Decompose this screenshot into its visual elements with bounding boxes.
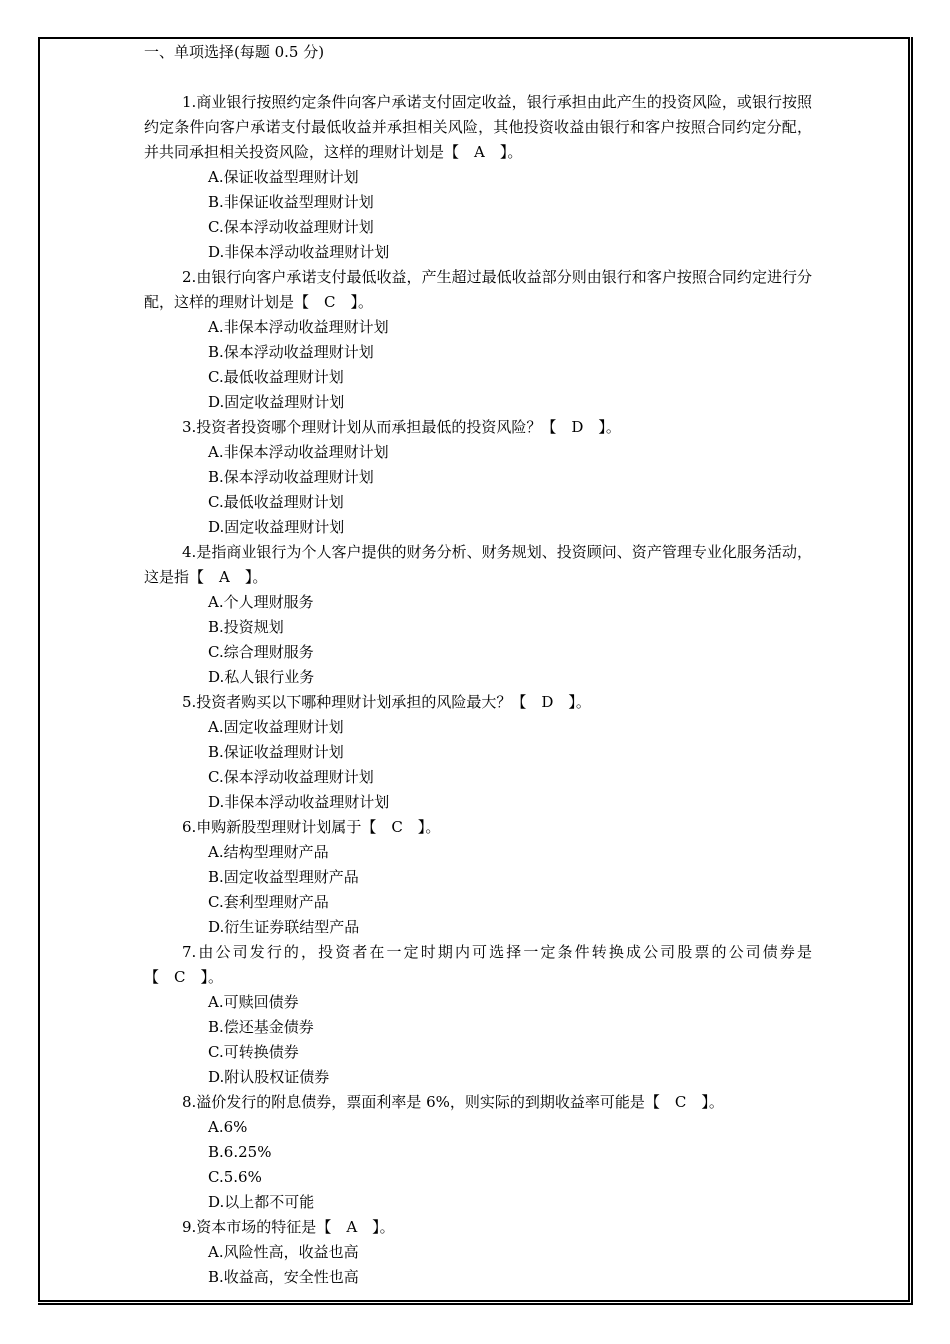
question-tail: 。 — [207, 968, 223, 986]
question-text: 2.由银行向客户承诺支付最低收益，产生超过最低收益部分则由银行和客户按照合同约定进行分配，这样的理财计划是 — [144, 268, 812, 311]
question-stem — [144, 265, 812, 315]
question-stem — [144, 1215, 812, 1240]
page-border-shadow-bottom — [38, 1303, 913, 1305]
question-block — [144, 815, 812, 940]
answer-option: D.私人银行业务 — [208, 668, 315, 686]
answer-bracket: 【 A 】 — [444, 143, 508, 161]
answer-option: A.非保本浮动收益理财计划 — [208, 318, 389, 336]
answer-option: C.保本浮动收益理财计划 — [208, 768, 374, 786]
question-stem — [144, 90, 812, 165]
question-text: 4.是指商业银行为个人客户提供的财务分析、财务规划、投资顾问、资产管理专业化服务活动，这是指 — [144, 543, 812, 586]
question-block — [144, 690, 812, 815]
question-tail: 。 — [379, 1218, 395, 1236]
question-text: 5.投资者购买以下哪种理财计划承担的风险最大？ — [182, 693, 512, 711]
answer-bracket: 【 A 】 — [189, 568, 253, 586]
answer-bracket: 【 C 】 — [144, 968, 208, 986]
answer-option: C.5.6% — [208, 1168, 262, 1186]
answer-option: A.6% — [208, 1118, 248, 1136]
question-tail: 。 — [605, 418, 621, 436]
document-content — [144, 40, 812, 1290]
question-tail: 。 — [425, 818, 441, 836]
answer-option: D.附认股权证债券 — [208, 1068, 330, 1086]
question-stem — [144, 1090, 812, 1115]
question-stem — [144, 540, 812, 590]
answer-option: C.可转换债券 — [208, 1043, 299, 1061]
answer-option: D.以上都不可能 — [208, 1193, 315, 1211]
answer-option: A.个人理财服务 — [208, 593, 314, 611]
question-stem — [144, 815, 812, 840]
question-block — [144, 1215, 812, 1290]
question-list — [144, 90, 812, 1290]
answer-option: B.投资规划 — [208, 618, 284, 636]
question-block — [144, 415, 812, 540]
question-text: 8.溢价发行的附息债券，票面利率是 6%，则实际的到期收益率可能是 — [182, 1093, 645, 1111]
question-block — [144, 1090, 812, 1215]
question-stem — [144, 940, 812, 990]
answer-option: B.保本浮动收益理财计划 — [208, 468, 374, 486]
answer-option: D.固定收益理财计划 — [208, 518, 345, 536]
answer-option: A.非保本浮动收益理财计划 — [208, 443, 389, 461]
question-stem — [144, 415, 812, 440]
question-block — [144, 90, 812, 265]
answer-bracket: 【 D 】 — [511, 693, 576, 711]
answer-bracket: 【 D 】 — [541, 418, 606, 436]
answer-option: D.固定收益理财计划 — [208, 393, 345, 411]
answer-option: D.非保本浮动收益理财计划 — [208, 793, 390, 811]
question-tail: 。 — [358, 293, 374, 311]
answer-bracket: 【 C 】 — [644, 1093, 709, 1111]
answer-option: A.保证收益型理财计划 — [208, 168, 359, 186]
page-border-shadow-right — [911, 37, 913, 1305]
answer-bracket: 【 C 】 — [294, 293, 358, 311]
question-block — [144, 265, 812, 415]
answer-option: A.风险性高，收益也高 — [208, 1243, 359, 1261]
question-block — [144, 940, 812, 1090]
question-block — [144, 540, 812, 690]
answer-bracket: 【 C 】 — [361, 818, 426, 836]
question-tail: 。 — [708, 1093, 724, 1111]
answer-bracket: 【 A 】 — [316, 1218, 380, 1236]
answer-option: B.收益高，安全性也高 — [208, 1268, 359, 1286]
answer-option: C.最低收益理财计划 — [208, 368, 344, 386]
question-tail: 。 — [575, 693, 591, 711]
section-title: 一、单项选择(每题 0.5 分) — [144, 43, 325, 61]
question-text: 1.商业银行按照约定条件向客户承诺支付固定收益，银行承担由此产生的投资风险，或银行按照约定条件向客户承诺支付最低收益并承担相关风险，其他投资收益由银行和客户按照合同约定分配，并共同承担相关投资风险，这样的理财计划是 — [144, 93, 812, 161]
question-text: 7.由公司发行的，投资者在一定时期内可选择一定条件转换成公司股票的公司债券是 — [182, 943, 812, 961]
answer-option: B.非保证收益型理财计划 — [208, 193, 374, 211]
answer-option: D.衍生证券联结型产品 — [208, 918, 360, 936]
question-stem — [144, 690, 812, 715]
answer-option: B.保证收益理财计划 — [208, 743, 344, 761]
answer-option: B.6.25% — [208, 1143, 272, 1161]
answer-option: C.最低收益理财计划 — [208, 493, 344, 511]
question-text: 3.投资者投资哪个理财计划从而承担最低的投资风险？ — [182, 418, 542, 436]
question-tail: 。 — [507, 143, 523, 161]
answer-option: B.固定收益型理财产品 — [208, 868, 359, 886]
answer-option: A.结构型理财产品 — [208, 843, 329, 861]
answer-option: C.综合理财服务 — [208, 643, 314, 661]
question-text: 9.资本市场的特征是 — [182, 1218, 317, 1236]
answer-option: C.套利型理财产品 — [208, 893, 329, 911]
answer-option: B.偿还基金债券 — [208, 1018, 314, 1036]
question-tail: 。 — [252, 568, 268, 586]
answer-option: A.可赎回债券 — [208, 993, 299, 1011]
question-text: 6.申购新股型理财计划属于 — [182, 818, 362, 836]
answer-option: D.非保本浮动收益理财计划 — [208, 243, 390, 261]
answer-option: C.保本浮动收益理财计划 — [208, 218, 374, 236]
answer-option: A.固定收益理财计划 — [208, 718, 344, 736]
answer-option: B.保本浮动收益理财计划 — [208, 343, 374, 361]
